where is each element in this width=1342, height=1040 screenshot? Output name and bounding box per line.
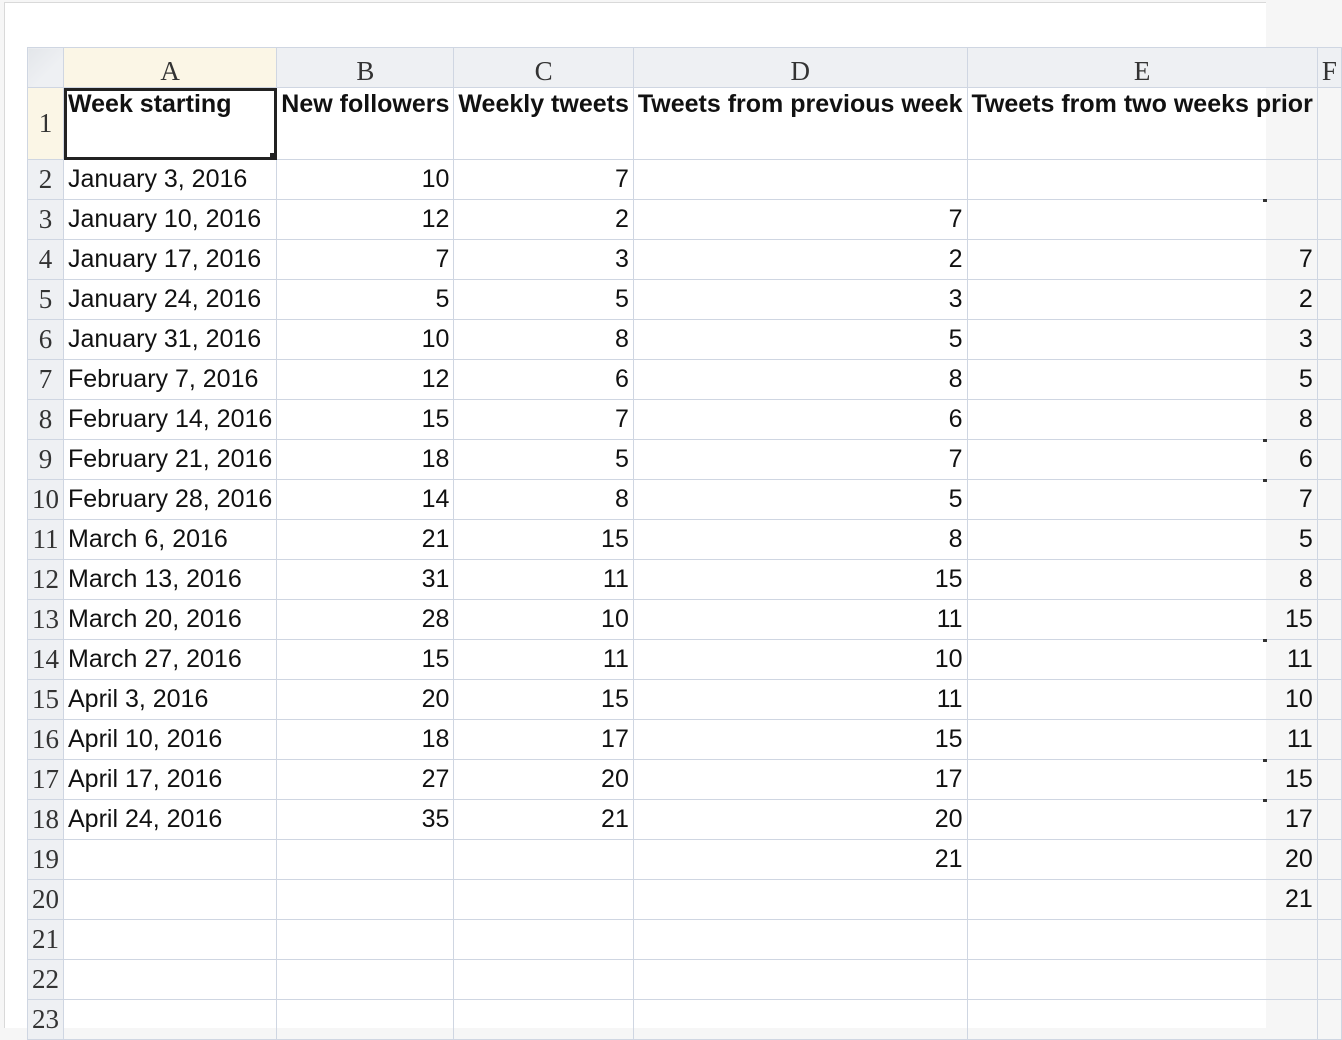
cell-d15[interactable]: 11: [633, 680, 967, 720]
column-header-row: [28, 48, 1342, 88]
cell-f6[interactable]: [1317, 320, 1341, 360]
edge-tick: [1263, 479, 1267, 482]
cell-a17[interactable]: April 17, 2016: [64, 760, 277, 800]
table-row: [28, 640, 1342, 680]
cell-a14[interactable]: March 27, 2016: [64, 640, 277, 680]
table-row: [28, 720, 1342, 760]
cell-d17[interactable]: 17: [633, 760, 967, 800]
cell-a9[interactable]: February 21, 2016: [64, 440, 277, 480]
cell-a22[interactable]: [64, 960, 277, 1000]
row-header[interactable]: 7: [28, 360, 64, 400]
cell-e19[interactable]: 20: [967, 840, 1317, 880]
row-header[interactable]: 2: [28, 160, 64, 200]
cell-c7[interactable]: 6: [454, 360, 633, 400]
column-header-d[interactable]: D: [633, 48, 967, 88]
cell-f4[interactable]: [1317, 240, 1341, 280]
cell-f23[interactable]: [1317, 1000, 1341, 1040]
cell-c16[interactable]: 17: [454, 720, 633, 760]
table-row: [28, 280, 1342, 320]
cell-f17[interactable]: [1317, 760, 1341, 800]
row-header[interactable]: 11: [28, 520, 64, 560]
cell-f8[interactable]: [1317, 400, 1341, 440]
cell-b23[interactable]: [277, 1000, 454, 1040]
cell-b6[interactable]: 10: [277, 320, 454, 360]
cell-b10[interactable]: 14: [277, 480, 454, 520]
cell-e12[interactable]: 8: [967, 560, 1317, 600]
cell-a10[interactable]: February 28, 2016: [64, 480, 277, 520]
cell-e18[interactable]: 17: [967, 800, 1317, 840]
cell-f1-header[interactable]: [1317, 88, 1341, 160]
cell-f2[interactable]: [1317, 160, 1341, 200]
cell-e6[interactable]: 3: [967, 320, 1317, 360]
cell-a20[interactable]: [64, 880, 277, 920]
cell-c9[interactable]: 5: [454, 440, 633, 480]
cell-b8[interactable]: 15: [277, 400, 454, 440]
cell-d20[interactable]: [633, 880, 967, 920]
row-header[interactable]: 14: [28, 640, 64, 680]
cell-b20[interactable]: [277, 880, 454, 920]
edge-tick: [1263, 439, 1267, 442]
cell-e14[interactable]: 11: [967, 640, 1317, 680]
cell-d23[interactable]: [633, 1000, 967, 1040]
cell-d16[interactable]: 15: [633, 720, 967, 760]
cell-e15[interactable]: 10: [967, 680, 1317, 720]
cell-c12[interactable]: 11: [454, 560, 633, 600]
cell-a2[interactable]: January 3, 2016: [64, 160, 277, 200]
cell-b16[interactable]: 18: [277, 720, 454, 760]
cell-b13[interactable]: 28: [277, 600, 454, 640]
row-header[interactable]: 20: [28, 880, 64, 920]
cell-a18[interactable]: April 24, 2016: [64, 800, 277, 840]
column-header-f[interactable]: F: [1317, 48, 1341, 88]
column-header-e[interactable]: E: [967, 48, 1317, 88]
cell-c20[interactable]: [454, 880, 633, 920]
select-all-corner[interactable]: [28, 48, 64, 88]
cell-c10[interactable]: 8: [454, 480, 633, 520]
cell-b21[interactable]: [277, 920, 454, 960]
cell-c18[interactable]: 21: [454, 800, 633, 840]
cell-c11[interactable]: 15: [454, 520, 633, 560]
row-header[interactable]: 18: [28, 800, 64, 840]
cell-c5[interactable]: 5: [454, 280, 633, 320]
cell-a6[interactable]: January 31, 2016: [64, 320, 277, 360]
row-header[interactable]: 17: [28, 760, 64, 800]
cell-d9[interactable]: 7: [633, 440, 967, 480]
cell-a11[interactable]: March 6, 2016: [64, 520, 277, 560]
cell-e9[interactable]: 6: [967, 440, 1317, 480]
cell-d21[interactable]: [633, 920, 967, 960]
cell-a21[interactable]: [64, 920, 277, 960]
cell-b3[interactable]: 12: [277, 200, 454, 240]
cell-c15[interactable]: 15: [454, 680, 633, 720]
scroll-edge-marks: [1263, 47, 1267, 1029]
cell-a7[interactable]: February 7, 2016: [64, 360, 277, 400]
table-row: [28, 880, 1342, 920]
cell-f15[interactable]: [1317, 680, 1341, 720]
cell-b15[interactable]: 20: [277, 680, 454, 720]
cell-c4[interactable]: 3: [454, 240, 633, 280]
cell-b12[interactable]: 31: [277, 560, 454, 600]
cell-b18[interactable]: 35: [277, 800, 454, 840]
table-row: [28, 160, 1342, 200]
edge-tick: [1263, 799, 1267, 802]
cell-b1-header[interactable]: New followers: [277, 88, 454, 160]
column-header-c[interactable]: C: [454, 48, 633, 88]
table-row: [28, 600, 1342, 640]
cell-b7[interactable]: 12: [277, 360, 454, 400]
cell-b4[interactable]: 7: [277, 240, 454, 280]
cell-b5[interactable]: 5: [277, 280, 454, 320]
cell-d2[interactable]: [633, 160, 967, 200]
cell-f18[interactable]: [1317, 800, 1341, 840]
row-header[interactable]: 12: [28, 560, 64, 600]
cell-e7[interactable]: 5: [967, 360, 1317, 400]
row-header[interactable]: 22: [28, 960, 64, 1000]
cell-d19[interactable]: 21: [633, 840, 967, 880]
table-row: [28, 560, 1342, 600]
cell-a19[interactable]: [64, 840, 277, 880]
column-header-a[interactable]: A: [64, 48, 277, 88]
cell-a3[interactable]: January 10, 2016: [64, 200, 277, 240]
cell-a1-header[interactable]: Week starting: [64, 88, 277, 160]
cell-c2[interactable]: 7: [454, 160, 633, 200]
cell-c1-header[interactable]: Weekly tweets: [454, 88, 633, 160]
cell-d7[interactable]: 8: [633, 360, 967, 400]
cell-a13[interactable]: March 20, 2016: [64, 600, 277, 640]
cell-d5[interactable]: 3: [633, 280, 967, 320]
cell-e11[interactable]: 5: [967, 520, 1317, 560]
row-header[interactable]: 13: [28, 600, 64, 640]
cell-e5[interactable]: 2: [967, 280, 1317, 320]
cell-f9[interactable]: [1317, 440, 1341, 480]
row-header[interactable]: 10: [28, 480, 64, 520]
table-row: [28, 800, 1342, 840]
cell-f22[interactable]: [1317, 960, 1341, 1000]
table-row: [28, 88, 1342, 160]
cell-d1-header[interactable]: Tweets from previous week: [633, 88, 967, 160]
cell-b17[interactable]: 27: [277, 760, 454, 800]
cell-a12[interactable]: March 13, 2016: [64, 560, 277, 600]
table-row: [28, 200, 1342, 240]
table-row: [28, 680, 1342, 720]
cell-d6[interactable]: 5: [633, 320, 967, 360]
cell-f13[interactable]: [1317, 600, 1341, 640]
cell-b14[interactable]: 15: [277, 640, 454, 680]
cell-a23[interactable]: [64, 1000, 277, 1040]
cell-c14[interactable]: 11: [454, 640, 633, 680]
cell-f16[interactable]: [1317, 720, 1341, 760]
cell-a16[interactable]: April 10, 2016: [64, 720, 277, 760]
table-row: [28, 400, 1342, 440]
cell-e10[interactable]: 7: [967, 480, 1317, 520]
cell-d12[interactable]: 15: [633, 560, 967, 600]
edge-tick: [1263, 759, 1267, 762]
cell-c23[interactable]: [454, 1000, 633, 1040]
cell-d11[interactable]: 8: [633, 520, 967, 560]
cell-f5[interactable]: [1317, 280, 1341, 320]
cell-a4[interactable]: January 17, 2016: [64, 240, 277, 280]
cell-c22[interactable]: [454, 960, 633, 1000]
row-header[interactable]: 6: [28, 320, 64, 360]
fill-handle[interactable]: [270, 153, 277, 160]
cell-b19[interactable]: [277, 840, 454, 880]
row-header[interactable]: 19: [28, 840, 64, 880]
cell-e8[interactable]: 8: [967, 400, 1317, 440]
edge-tick: [1263, 639, 1267, 642]
spreadsheet-grid: [27, 47, 1337, 1034]
cell-c3[interactable]: 2: [454, 200, 633, 240]
cell-f19[interactable]: [1317, 840, 1341, 880]
cell-d4[interactable]: 2: [633, 240, 967, 280]
table-row: [28, 920, 1342, 960]
row-header[interactable]: 8: [28, 400, 64, 440]
cell-a15[interactable]: April 3, 2016: [64, 680, 277, 720]
cell-f7[interactable]: [1317, 360, 1341, 400]
cell-d14[interactable]: 10: [633, 640, 967, 680]
cell-f11[interactable]: [1317, 520, 1341, 560]
table-row: [28, 520, 1342, 560]
cell-b9[interactable]: 18: [277, 440, 454, 480]
cell-d22[interactable]: [633, 960, 967, 1000]
table-row: [28, 1000, 1342, 1040]
row-header[interactable]: 5: [28, 280, 64, 320]
cell-d13[interactable]: 11: [633, 600, 967, 640]
cell-f3[interactable]: [1317, 200, 1341, 240]
spreadsheet-window: [4, 2, 1337, 1034]
cell-f21[interactable]: [1317, 920, 1341, 960]
row-header[interactable]: 3: [28, 200, 64, 240]
cell-table: [27, 47, 1342, 1040]
row-header[interactable]: 15: [28, 680, 64, 720]
cell-d8[interactable]: 6: [633, 400, 967, 440]
cell-d3[interactable]: 7: [633, 200, 967, 240]
table-row: [28, 760, 1342, 800]
row-header[interactable]: 23: [28, 1000, 64, 1040]
column-header-b[interactable]: B: [277, 48, 454, 88]
cell-d10[interactable]: 5: [633, 480, 967, 520]
table-row: [28, 840, 1342, 880]
cell-e1-header[interactable]: Tweets from two weeks prior: [967, 88, 1317, 160]
table-row: [28, 440, 1342, 480]
cell-b11[interactable]: 21: [277, 520, 454, 560]
table-row: [28, 360, 1342, 400]
cell-e17[interactable]: 15: [967, 760, 1317, 800]
row-header[interactable]: 1: [28, 88, 64, 160]
cell-f12[interactable]: [1317, 560, 1341, 600]
cell-c6[interactable]: 8: [454, 320, 633, 360]
row-header[interactable]: 9: [28, 440, 64, 480]
cell-f10[interactable]: [1317, 480, 1341, 520]
cell-e20[interactable]: 21: [967, 880, 1317, 920]
cell-c21[interactable]: [454, 920, 633, 960]
cell-c19[interactable]: [454, 840, 633, 880]
cell-b22[interactable]: [277, 960, 454, 1000]
cell-c13[interactable]: 10: [454, 600, 633, 640]
table-row: [28, 320, 1342, 360]
row-header[interactable]: 21: [28, 920, 64, 960]
table-row: [28, 240, 1342, 280]
cell-e16[interactable]: 11: [967, 720, 1317, 760]
row-header[interactable]: 16: [28, 720, 64, 760]
table-row: [28, 480, 1342, 520]
row-header[interactable]: 4: [28, 240, 64, 280]
cell-e4[interactable]: 7: [967, 240, 1317, 280]
cell-f14[interactable]: [1317, 640, 1341, 680]
cell-f20[interactable]: [1317, 880, 1341, 920]
edge-tick: [1263, 199, 1267, 202]
table-row: [28, 960, 1342, 1000]
cell-b2[interactable]: 10: [277, 160, 454, 200]
cell-c8[interactable]: 7: [454, 400, 633, 440]
cell-e13[interactable]: 15: [967, 600, 1317, 640]
cell-d18[interactable]: 20: [633, 800, 967, 840]
cell-c17[interactable]: 20: [454, 760, 633, 800]
cell-a8[interactable]: February 14, 2016: [64, 400, 277, 440]
cell-a5[interactable]: January 24, 2016: [64, 280, 277, 320]
